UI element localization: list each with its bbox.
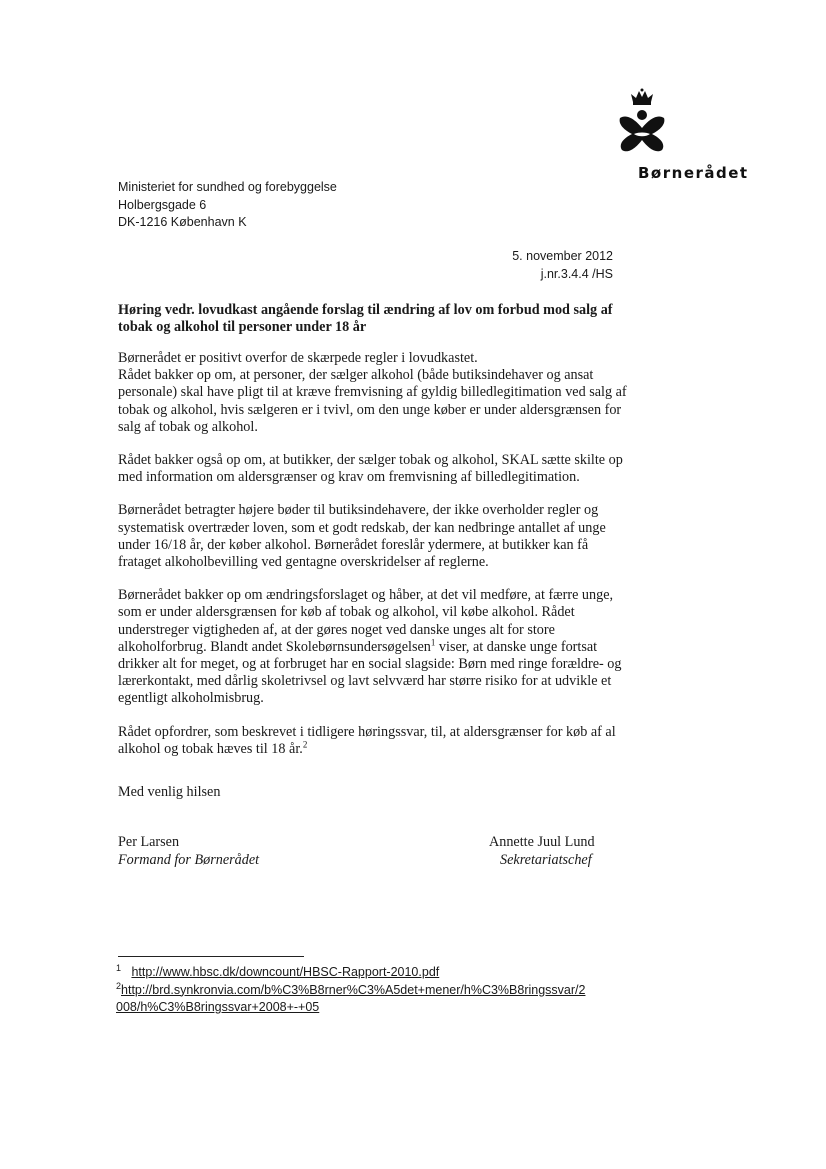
signer-name: Annette Juul Lund [489, 834, 595, 850]
footnote-ref: 1 [430, 637, 436, 648]
footnotes [116, 964, 616, 1017]
footnote-link[interactable]: http://www.hbsc.dk/downcount/HBSC-Rapport-2010.pdf [131, 965, 440, 979]
footnote-link[interactable]: 008/h%C3%B8ringssvar+2008+-+05 [116, 1000, 320, 1014]
paragraph [118, 724, 628, 758]
letter-subject: Høring vedr. lovudkast angående forslag til ændring af lov om forbud mod salg af tobak og alkohol til personer under 18 år [118, 302, 613, 335]
footnote-1 [116, 964, 616, 982]
paragraph-text: viser, at danske unge fortsat drikker alt for meget, og at forbruget har en social slagside: Børn med ringe forældre- og lærerkontakt, med dårlig skoletrivsel og lavt selvværd har større risiko for at udvikle et egentligt alkoholmisbrug. [118, 638, 622, 707]
paragraph-text: Børnerådet bakker op om ændringsforslaget og håber, at det vil medføre, at færre unge, som er under aldersgrænsen for køb af tobak og alkohol, vil købe alkohol. Rådet understreger vigtigheden af, at der gøres noget ved danske unges alt for store alkoholforbrug. Blandt andet Skolebørnsundersøgelsen [118, 587, 614, 655]
recipient-line: Holbergsgade 6 [118, 197, 207, 212]
recipient-line: DK-1216 København K [118, 215, 247, 229]
date-block [512, 248, 613, 283]
footnote-number: 1 [116, 962, 122, 973]
paragraph [118, 350, 628, 436]
paragraph: Rådet bakker også op om, at butikker, der sælger tobak og alkohol, SKAL sætte skilte op med information om aldersgrænser og krav om fremvisning af billedlegitimation. [118, 452, 623, 486]
recipient-address [118, 179, 337, 232]
paragraph-text: Børnerådet er positivt overfor de skærpede regler i lovudkastet. [118, 350, 478, 366]
org-name: Børnerådet [638, 164, 749, 182]
footnote-2-continued [116, 999, 616, 1017]
paragraph-text: Rådet bakker op om, at personer, der sælger alkohol (både butiksindehaver og ansat personale) skal have pligt til at kræve fremvisning af gyldig billedlegitimation ved salg af tobak og alkohol, hvis sælgeren er i tvivl, om den unge køber er under aldersgrænsen for salg af tobak og alkohol. [118, 367, 627, 435]
reference-number: j.nr.3.4.4 /HS [540, 266, 613, 281]
footnote-2 [116, 982, 616, 1000]
signature-right [489, 834, 595, 869]
letter-body [118, 350, 628, 774]
footnote-ref: 2 [302, 739, 308, 750]
paragraph: Børnerådet betragter højere bøder til butiksindehavere, der ikke overholder regler og systematisk overtræder loven, som et godt redskab, der kan nedbringe antallet af unge under 16/18 år, der køber alkohol. Børnerådet foreslår ydermere, at butikker kan få frataget alkoholbevilling ved gentagne overskridelser af reglerne. [118, 502, 606, 571]
signer-name: Per Larsen [118, 834, 180, 850]
recipient-line: Ministeriet for sundhed og forebyggelse [118, 180, 337, 194]
signer-title: Formand for Børnerådet [118, 851, 260, 868]
footnote-number: 2 [116, 980, 122, 991]
letter-date: 5. november 2012 [512, 249, 613, 263]
signature-left [118, 834, 259, 869]
footnote-divider [118, 956, 304, 957]
paragraph-text: Rådet opfordrer, som beskrevet i tidligere høringssvar, til, at aldersgrænser for køb af al alkohol og tobak hæves til 18 år. [118, 723, 616, 757]
signer-title: Sekretariatschef [500, 851, 592, 868]
closing: Med venlig hilsen [118, 784, 221, 800]
paragraph [118, 587, 628, 707]
borneraadet-logo-icon [612, 88, 672, 158]
footnote-link[interactable]: http://brd.synkronvia.com/b%C3%B8rner%C3%A5det+mener/h%C3%B8ringssvar/2 [121, 982, 586, 997]
